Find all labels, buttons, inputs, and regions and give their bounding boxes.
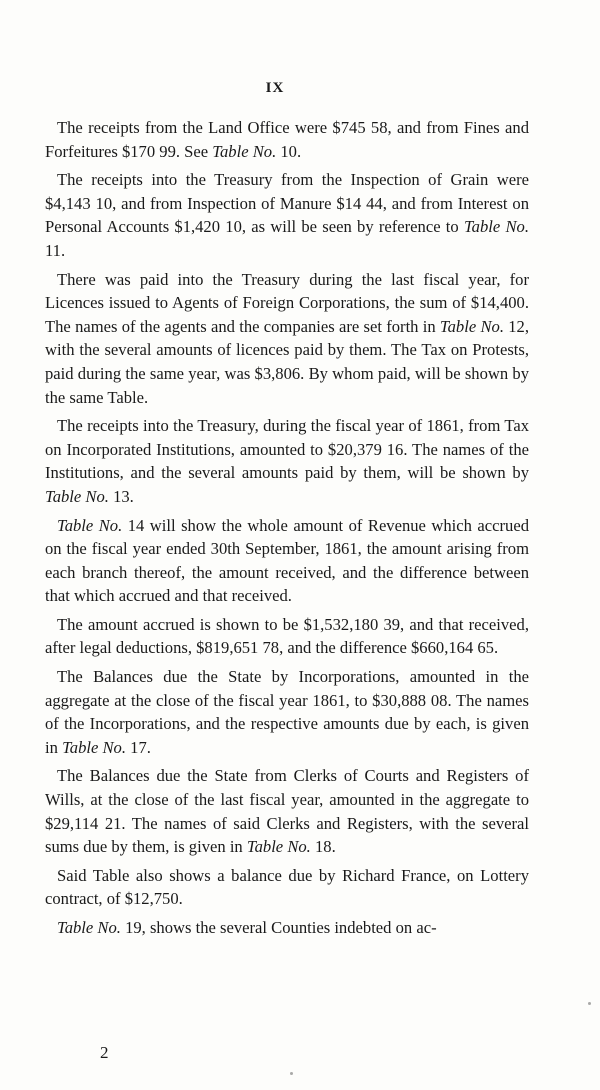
paragraph-incorporated-institutions-tax bbox=[45, 414, 529, 508]
table-reference: Table No. bbox=[246, 837, 311, 857]
text-run: Said Table also shows a balance due by Richard France, on Lottery contract, of $12,750. bbox=[45, 865, 529, 909]
text-run: 13. bbox=[108, 486, 134, 506]
text-run: There was paid into the Treasury during the last fiscal year, for Licences issued to Agents of Foreign Corporations, the sum of $14,400. The names of the agents and the companies are set forth in bbox=[45, 269, 529, 336]
text-run: The amount accrued is shown to be $1,532,180 39, and that received, after legal deductions, $819,651 78, and the difference $660,164 65. bbox=[45, 614, 529, 658]
paragraph-lottery-balance bbox=[45, 864, 529, 911]
table-reference: Table No. bbox=[45, 486, 109, 506]
text-run: 14 will show the whole amount of Revenue which accrued on the fiscal year ended 30th September, 1861, the amount arising from each branch thereof, the amount received, and the difference between that which accrued and that received. bbox=[45, 515, 529, 606]
print-speck bbox=[290, 1072, 293, 1075]
table-reference: Table No. bbox=[463, 217, 530, 237]
table-reference: Table No. bbox=[62, 737, 126, 757]
paragraph-revenue-table bbox=[45, 514, 529, 608]
table-reference: Table No. bbox=[212, 141, 277, 161]
table-reference: Table No. bbox=[57, 515, 123, 535]
text-run: The receipts into the Treasury, during the fiscal year of 1861, from Tax on Incorporated Institutions, amounted to $20,379 16. The names of the Institutions, and the several amounts paid by them, will be shown by bbox=[45, 416, 529, 483]
table-reference: Table No. bbox=[57, 918, 121, 937]
text-run: 18. bbox=[310, 837, 336, 857]
paragraph-inspection-receipts bbox=[45, 168, 529, 262]
text-run: 12, with the several amounts of licences paid by them. The Tax on Protests, paid during the same year, was $3,806. By whom paid, will be shown by the same Table. bbox=[45, 316, 529, 407]
text-run: The receipts into the Treasury from the Inspection of Grain were $4,143 10, and from Inspection of Manure $14 44, and from Interest on Personal Accounts $1,420 10, as will be seen by reference to bbox=[45, 170, 529, 237]
paragraph-clerks-registers-balances bbox=[45, 764, 529, 858]
text-run: 11. bbox=[45, 240, 66, 260]
paragraph-land-office-receipts bbox=[45, 116, 529, 163]
text-run: The receipts from the Land Office were $745 58, and from Fines and Forfeitures $170 99. See bbox=[45, 118, 529, 161]
text-run: The Balances due the State by Incorporations, amounted in the aggregate at the close of the fiscal year 1861, to $30,888 08. The names of the Incorporations, and the respective amounts due by each, is given in bbox=[45, 667, 529, 757]
paragraph-amount-accrued bbox=[45, 613, 529, 660]
print-speck bbox=[588, 1002, 591, 1005]
text-run: 10. bbox=[276, 141, 302, 161]
table-reference: Table No. bbox=[439, 316, 504, 336]
paragraph-foreign-corporation-licences bbox=[45, 268, 529, 410]
body-text bbox=[45, 116, 529, 945]
text-run: The Balances due the State from Clerks of Courts and Registers of Wills, at the close of the last fiscal year, amounted in the aggregate to $29,114 21. The names of said Clerks and Registers, with the several sums due by them, is given in bbox=[45, 766, 529, 857]
paragraph-counties-indebted bbox=[45, 916, 529, 940]
paragraph-incorporation-balances bbox=[45, 665, 529, 759]
text-run: 19, shows the several Counties indebted on ac- bbox=[120, 918, 437, 937]
text-run: 17. bbox=[126, 737, 151, 757]
page-number: IX bbox=[265, 80, 285, 96]
signature-mark: 2 bbox=[100, 1043, 109, 1062]
